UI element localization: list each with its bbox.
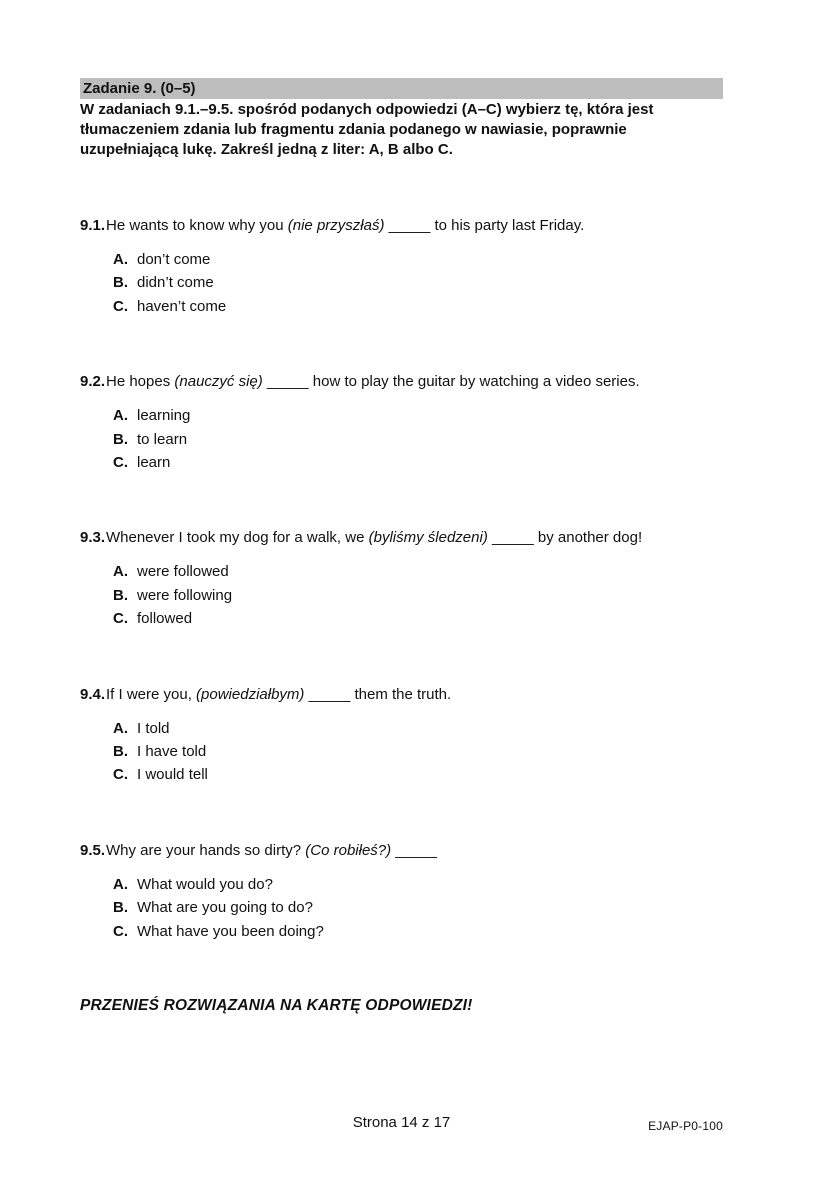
option-letter: A. bbox=[113, 719, 128, 737]
answer-option[interactable] bbox=[113, 248, 723, 271]
question-polish-phrase: (byliśmy śledzeni) bbox=[368, 529, 488, 547]
answer-option[interactable] bbox=[113, 560, 723, 583]
option-letter: A. bbox=[113, 251, 128, 268]
option-letter: B. bbox=[113, 430, 128, 448]
question-text bbox=[106, 528, 642, 547]
question-block bbox=[80, 685, 723, 787]
answer-option[interactable] bbox=[113, 428, 723, 451]
answer-option[interactable] bbox=[113, 740, 723, 763]
question-block bbox=[80, 372, 723, 474]
answer-option[interactable] bbox=[113, 584, 723, 607]
options-list bbox=[113, 248, 723, 318]
option-letter: B. bbox=[113, 743, 128, 761]
question-line bbox=[80, 841, 723, 860]
question-text-after: _____ how to play the guitar by watching a video series. bbox=[262, 373, 640, 391]
option-letter: B. bbox=[113, 586, 128, 604]
question-line bbox=[80, 216, 723, 235]
question-text-after: _____ to his party last Friday. bbox=[384, 217, 585, 234]
options-list bbox=[113, 717, 723, 787]
questions-list bbox=[80, 216, 723, 943]
question-polish-phrase: (Co robiłeś?) bbox=[305, 841, 392, 859]
option-text: to learn bbox=[137, 430, 188, 448]
question-text-before: He wants to know why you bbox=[106, 217, 288, 234]
options-list bbox=[113, 873, 723, 943]
option-text: learn bbox=[137, 454, 171, 472]
answer-option[interactable] bbox=[113, 607, 723, 630]
question-line bbox=[80, 372, 723, 391]
question-text bbox=[106, 685, 451, 704]
option-text: were followed bbox=[137, 563, 229, 581]
option-text: were following bbox=[137, 586, 233, 604]
question-text-before: Whenever I took my dog for a walk, we bbox=[106, 529, 369, 547]
question-block bbox=[80, 216, 723, 318]
answer-option[interactable] bbox=[113, 763, 723, 786]
option-text: followed bbox=[137, 610, 193, 628]
question-text bbox=[106, 216, 584, 235]
option-text: I told bbox=[137, 719, 170, 737]
question-text-after: _____ by another dog! bbox=[487, 529, 643, 547]
option-letter: C. bbox=[113, 922, 128, 940]
question-number: 9.3. bbox=[80, 529, 106, 547]
option-letter: A. bbox=[113, 875, 128, 893]
question-text-before: He hopes bbox=[106, 373, 175, 391]
option-letter: C. bbox=[113, 766, 128, 784]
question-polish-phrase: (nauczyć się) bbox=[174, 373, 263, 391]
option-letter: A. bbox=[113, 407, 128, 425]
options-list bbox=[113, 404, 723, 474]
question-polish-phrase: (nie przyszłaś) bbox=[287, 217, 385, 234]
option-letter: B. bbox=[113, 274, 128, 292]
instruction-line-1: W zadaniach 9.1.–9.5. spośród podanych odpowiedzi (A–C) wybierz tę, która jest bbox=[80, 101, 654, 118]
option-letter: C. bbox=[113, 297, 128, 315]
answer-option[interactable] bbox=[113, 451, 723, 474]
option-text: What are you going to do? bbox=[137, 899, 313, 917]
question-text bbox=[106, 841, 437, 860]
answer-option[interactable] bbox=[113, 271, 723, 294]
question-number: 9.2. bbox=[80, 373, 106, 391]
page-number: Strona 14 z 17 bbox=[352, 1114, 451, 1131]
instruction-line-3: uzupełniającą lukę. Zakreśl jedną z liter: A, B albo C. bbox=[80, 141, 453, 158]
task-instructions bbox=[80, 100, 723, 160]
option-text: didn’t come bbox=[137, 274, 214, 292]
question-number: 9.1. bbox=[80, 217, 106, 234]
answer-option[interactable] bbox=[113, 717, 723, 740]
option-letter: C. bbox=[113, 610, 128, 628]
question-number: 9.5. bbox=[80, 841, 106, 859]
question-text-after: _____ them the truth. bbox=[304, 685, 452, 703]
question-block bbox=[80, 528, 723, 630]
instruction-line-2: tłumaczeniem zdania lub fragmentu zdania podanego w nawiasie, poprawnie bbox=[80, 121, 627, 138]
option-text: I would tell bbox=[137, 766, 208, 784]
answer-option[interactable] bbox=[113, 404, 723, 427]
option-letter: A. bbox=[113, 563, 128, 581]
option-text: learning bbox=[137, 407, 191, 425]
option-text: What have you been doing? bbox=[137, 922, 324, 940]
answer-option[interactable] bbox=[113, 920, 723, 943]
answer-option[interactable] bbox=[113, 295, 723, 318]
answer-option[interactable] bbox=[113, 873, 723, 896]
task-header-label: Zadanie 9. (0–5) bbox=[83, 80, 196, 97]
option-text: I have told bbox=[137, 743, 207, 761]
question-line bbox=[80, 685, 723, 704]
question-text-before: If I were you, bbox=[106, 685, 197, 703]
question-line bbox=[80, 528, 723, 547]
option-text: What would you do? bbox=[137, 875, 273, 893]
task-header-bar bbox=[80, 78, 723, 99]
question-polish-phrase: (powiedziałbym) bbox=[196, 685, 305, 703]
question-number: 9.4. bbox=[80, 685, 106, 703]
question-text-after: _____ bbox=[391, 841, 438, 859]
question-text-before: Why are your hands so dirty? bbox=[106, 841, 306, 859]
answer-option[interactable] bbox=[113, 896, 723, 919]
document-code: EJAP-P0-100 bbox=[648, 1119, 723, 1133]
question-block bbox=[80, 841, 723, 943]
options-list bbox=[113, 560, 723, 630]
option-text: haven’t come bbox=[137, 297, 227, 315]
question-text bbox=[106, 372, 640, 391]
option-letter: C. bbox=[113, 454, 128, 472]
option-text: don’t come bbox=[137, 251, 211, 268]
option-letter: B. bbox=[113, 899, 128, 917]
transfer-note: PRZENIEŚ ROZWIĄZANIA NA KARTĘ ODPOWIEDZI! bbox=[80, 997, 473, 1015]
page-content bbox=[80, 78, 723, 1015]
